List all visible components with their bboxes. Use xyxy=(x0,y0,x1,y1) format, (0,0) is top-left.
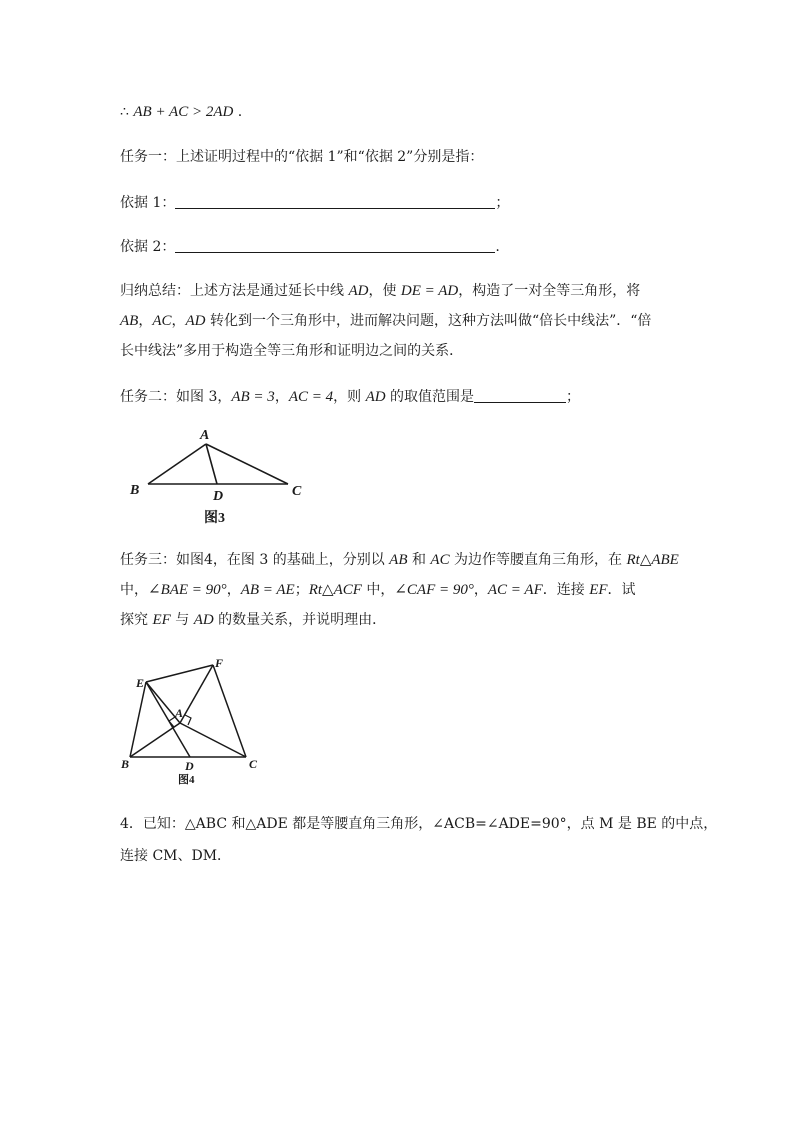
basis1-blank[interactable] xyxy=(175,194,495,209)
conclusion-line: ∴ AB + AC > 2AD . xyxy=(120,104,243,120)
fig3-label-c: C xyxy=(292,484,302,499)
summary-line-3: 长中线法”多用于构造全等三角形和证明边之间的关系． xyxy=(120,343,464,359)
fig3-side-ac xyxy=(206,444,288,484)
question4-line-1: 4．已知：△ABC 和△ADE 都是等腰直角三角形，∠ACB=∠ADE=90°，点 M 是 BE 的中点， xyxy=(120,816,718,832)
question4-line-2: 连接 CM、DM． xyxy=(120,848,232,864)
fig4-label-e: E xyxy=(136,676,145,690)
fig4-label-b: B xyxy=(121,757,130,771)
conclusion-math: AB + AC > 2AD xyxy=(133,104,234,120)
fig4-segment-af xyxy=(180,665,213,723)
task1-text: 任务一：上述证明过程中的“依据 1”和“依据 2”分别是指： xyxy=(120,149,484,165)
figure-4 xyxy=(118,655,268,790)
fig4-caption: 图4 xyxy=(178,774,195,786)
fig4-label-d: D xyxy=(185,759,194,773)
fig4-side-be xyxy=(130,682,146,757)
task2-blank[interactable] xyxy=(474,388,566,403)
task3-line-3: 探究 EF 与 AD 的数量关系，并说明理由． xyxy=(120,612,387,628)
fig4-label-c: C xyxy=(249,757,258,771)
basis2-line: 依据 2： . xyxy=(120,239,500,255)
task3-line-2: 中，∠BAE = 90°，AB = AE；Rt△ACF 中，∠CAF = 90°，AC = AF．连接 EF．试 xyxy=(120,582,636,598)
fig3-side-ab xyxy=(148,444,206,484)
fig3-median-ad xyxy=(206,444,217,484)
fig4-side-ef xyxy=(146,665,213,682)
figure-3 xyxy=(120,420,320,530)
basis1-line: 依据 1： ； xyxy=(120,195,510,211)
fig3-label-b: B xyxy=(130,483,140,498)
summary-line-1: 归纳总结：上述方法是通过延长中线 AD，使 DE = AD，构造了一对全等三角形，将 xyxy=(120,283,641,299)
fig4-segment-ea-extended xyxy=(146,682,190,757)
fig4-label-f: F xyxy=(215,656,224,670)
task2-line: 任务二：如图 3，AB = 3，AC = 4，则 AD 的取值范围是 ； xyxy=(120,389,581,405)
fig4-right-angle-mark-right xyxy=(185,715,191,725)
task3-line-1: 任务三：如图4，在图 3 的基础上，分别以 AB 和 AC 为边作等腰直角三角形，在 Rt△ABE xyxy=(120,552,679,568)
fig3-caption: 图3 xyxy=(204,511,225,526)
basis2-blank[interactable] xyxy=(175,238,495,253)
fig3-label-d: D xyxy=(213,489,224,504)
basis1-label: 依据 1： xyxy=(120,195,176,211)
fig3-label-a: A xyxy=(200,428,210,443)
fig4-label-a: A xyxy=(175,706,184,720)
summary-line-2: AB，AC，AD 转化到一个三角形中，进而解决问题，这种方法叫做“倍长中线法”．“倍 xyxy=(120,313,652,329)
basis2-label: 依据 2： xyxy=(120,239,176,255)
